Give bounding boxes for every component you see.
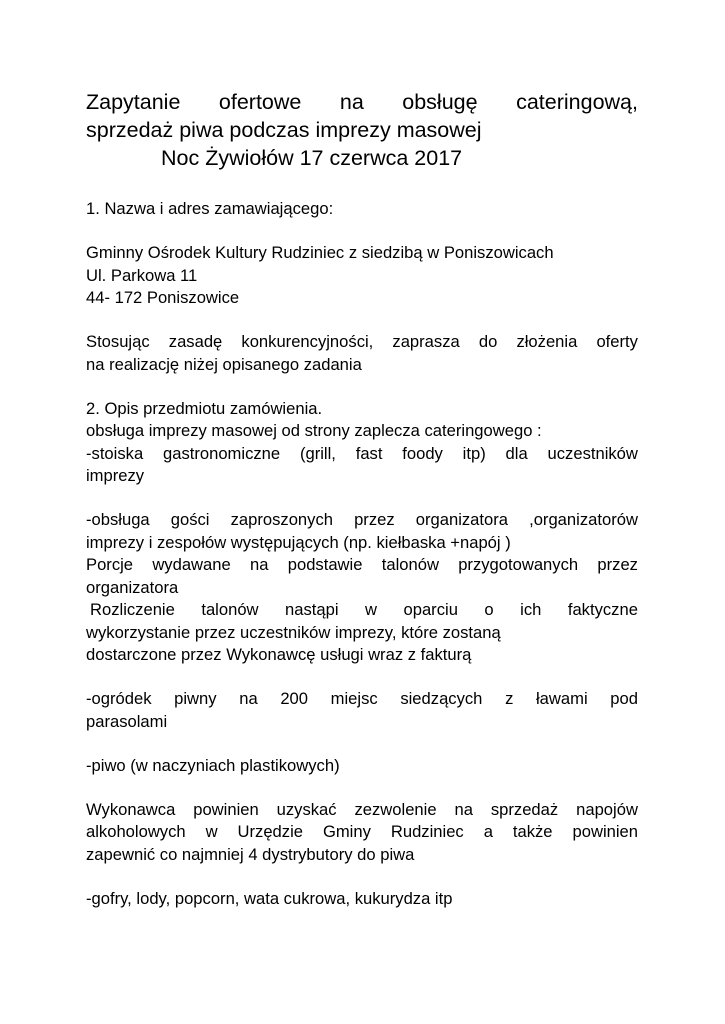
word: sprzedaż	[490, 799, 559, 819]
word: uzyskać	[276, 799, 337, 819]
word: powinien	[572, 822, 638, 841]
contractor-line-1	[86, 799, 638, 822]
portions-line-2: organizatora	[86, 577, 179, 597]
section2-heading: 2. Opis przedmiotu zamówienia.	[86, 398, 323, 418]
word: organizatora	[415, 510, 508, 529]
word: -ogródek	[86, 689, 152, 708]
word: siedzących	[400, 689, 483, 708]
word: -obsługa	[86, 510, 150, 529]
intro-line-2: na realizację niżej opisanego zadania	[86, 354, 362, 374]
guests-line-1	[86, 509, 638, 532]
word: piwny	[174, 689, 217, 708]
word: wydawane	[152, 555, 231, 574]
intro-line-1	[86, 331, 638, 354]
title-word: Zapytanie	[86, 90, 181, 114]
title-line-3: Noc Żywiołów 17 czerwca 2017	[161, 146, 463, 170]
word: (grill,	[299, 443, 336, 463]
settlement-line-1	[86, 599, 638, 622]
section2-line-1: obsługa imprezy masowej od strony zaplecza cateringowego :	[86, 421, 542, 440]
word: zezwolenie	[354, 799, 437, 819]
settlement-line-2: wykorzystanie przez uczestników imprezy, które zostaną	[86, 622, 501, 642]
garden-line-1	[86, 688, 638, 711]
word: Rudziniec	[390, 822, 464, 841]
word: zaprasza	[392, 332, 460, 351]
word: powinien	[193, 799, 259, 819]
word: Urzędzie	[237, 822, 303, 841]
word: ławami	[536, 689, 588, 708]
title-line-1	[86, 88, 638, 116]
word: przez	[597, 555, 638, 574]
word: faktyczne	[567, 600, 638, 619]
settlement-line-3: dostarczone przez Wykonawcę usługi wraz z fakturą	[86, 645, 472, 664]
word: zasadę	[168, 332, 223, 351]
word: Wykonawca	[86, 799, 176, 819]
title-word: obsługę	[402, 90, 478, 114]
word: nastąpi	[285, 600, 339, 619]
word: uczestników	[547, 443, 638, 463]
word: zaproszonych	[230, 510, 333, 529]
word: w	[365, 600, 378, 619]
word: napojów	[576, 799, 638, 819]
word: talonów	[381, 555, 439, 574]
word: 200	[280, 689, 309, 708]
word: ,organizatorów	[529, 510, 638, 529]
word: przez	[354, 510, 395, 529]
word: do	[478, 332, 498, 351]
word: na	[454, 799, 473, 819]
section1-heading: 1. Nazwa i adres zamawiającego:	[86, 199, 334, 218]
title-line-2: sprzedaż piwa podczas imprezy masowej	[86, 118, 482, 142]
word: z	[505, 689, 514, 708]
address-line-3: 44- 172 Poniszowice	[86, 288, 240, 307]
word: o	[484, 600, 494, 619]
word: złożenia	[516, 332, 578, 351]
word: alkoholowych	[86, 822, 186, 841]
word: foody	[402, 443, 443, 463]
word: miejsc	[330, 689, 378, 708]
word: przygotowanych	[458, 555, 579, 574]
garden-line-2: parasolami	[86, 711, 168, 731]
address-line-1: Gminny Ośrodek Kultury Rudziniec z siedzibą w Poniszowicach	[86, 243, 554, 262]
word: także	[512, 822, 553, 841]
address-line-2: Ul. Parkowa 11	[86, 265, 198, 285]
word: gości	[170, 510, 210, 529]
guests-line-2: imprezy i zespołów występujących (np. kiełbaska +napój )	[86, 532, 511, 552]
word: ich	[520, 600, 542, 619]
title-word: na	[339, 90, 364, 114]
stands-line-1	[86, 443, 638, 466]
word: na	[239, 689, 258, 708]
word: fast	[355, 443, 383, 463]
word: konkurencyjności,	[241, 332, 374, 351]
word: gastronomiczne	[162, 443, 281, 463]
word: Porcje	[86, 555, 134, 574]
title-word: cateringową,	[516, 90, 638, 114]
contractor-line-3: zapewnić co najmniej 4 dystrybutory do piwa	[86, 844, 415, 864]
word: itp)	[462, 443, 486, 463]
word: podstawie	[287, 555, 363, 574]
word: dla	[505, 443, 528, 463]
word: pod	[610, 689, 638, 708]
word: w	[205, 822, 218, 841]
snacks-line: -gofry, lody, popcorn, wata cukrowa, kukurydza itp	[86, 888, 453, 908]
word: talonów	[201, 600, 259, 619]
word: Rozliczenie	[90, 600, 175, 619]
title-word: ofertowe	[218, 90, 302, 114]
document-body	[86, 198, 638, 910]
word: Gminy	[322, 822, 371, 841]
word: -stoiska	[86, 443, 144, 463]
stands-line-2: imprezy	[86, 466, 145, 485]
portions-line-1	[86, 554, 638, 577]
word: Stosując	[86, 332, 150, 351]
word: a	[483, 822, 493, 841]
word: na	[250, 555, 269, 574]
word: oferty	[596, 332, 638, 351]
document-title	[86, 88, 638, 172]
beer-line: -piwo (w naczyniach plastikowych)	[86, 755, 340, 775]
word: oparciu	[403, 600, 458, 619]
contractor-line-2	[86, 821, 638, 844]
